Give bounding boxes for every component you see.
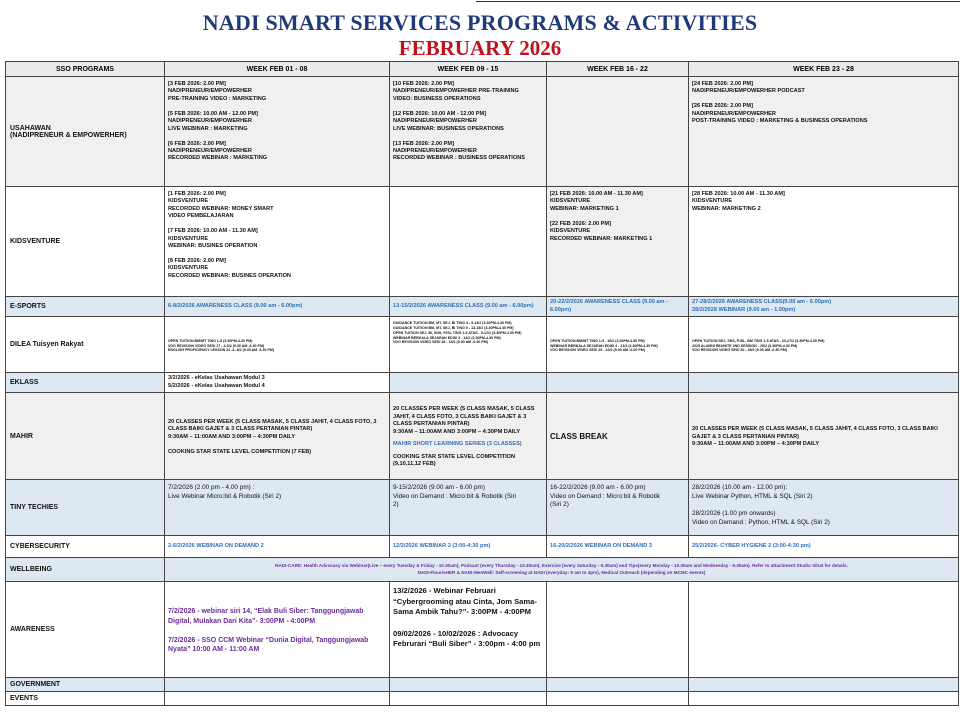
cell-tinytechies-week4: 28/2/2026 (10.00 am - 12.00 pm): Live Webinar Python, HTML & SQL (Siri 2) 28/2/2026 (1.00 pm onwards) Video on Demand : Python, HTML & SQL (Siri 2) bbox=[689, 480, 959, 536]
row-wellbeing bbox=[6, 558, 959, 582]
program-label-awareness: AWARENESS bbox=[6, 582, 165, 678]
program-label-wellbeing: WELLBEING bbox=[6, 558, 165, 582]
cell-usahawan-week2: [10 FEB 2026: 2.00 PM] NADIPRENEUR/EMPOWERHER PRE-TRAINING VIDEO: BUSINESS OPERATIONS [12 FEB 2026: 10.00 AM - 12.00 PM] NADIPRENEUR/EMPOWERHER LIVE WEBINAR: BUSINESS OPERATIONS [13 FEB 2026: 2.00 PM] NADIPRENEUR/EMPOWERHER RECORDED WEBINAR : BUSINESS OPERATIONS bbox=[390, 77, 547, 187]
col-header-week3: WEEK FEB 16 - 22 bbox=[547, 62, 689, 77]
cell-government-week2 bbox=[390, 678, 547, 692]
header-row bbox=[6, 62, 959, 77]
cell-eklass-week3 bbox=[547, 373, 689, 393]
row-dilea bbox=[6, 317, 959, 373]
cell-mahir-week2: 20 CLASSES PER WEEK (5 CLASS MASAK, 5 CLASS JAHIT, 4 CLASS FOTO, 3 CLASS BAIKI GAJET & 3 CLASS PERTANIAN PINTAR) 9:30AM – 11:00AM AND 3:00PM – 4:30PM DAILY MAHIR SHORT LEARNING SERIES (3 CLASSES) COOKING STAR STATE LEVEL COMPETITION (9,10,11,12 FEB) bbox=[390, 393, 547, 480]
row-usahawan bbox=[6, 77, 959, 187]
col-header-week2: WEEK FEB 09 - 15 bbox=[390, 62, 547, 77]
cell-cyber-week1: 2-6/2/2026 WEBINAR ON DEMAND 2 bbox=[165, 536, 390, 558]
cell-dilea-week3: OPEN TUITION BM/MT TING 1-5 - 16/2 (3.30PM-4.30 PM) WEBINAR BERKALA SEJARAH EDISI 4 - 21/2 (2.30PM-4.30 PM) VDO REVISION VIDEO SESI 29 - 22/2 (9.00 AM -6.00 PM) bbox=[547, 317, 689, 373]
cell-usahawan-week1: [3 FEB 2026: 2.00 PM] NADIPRENEUR/EMPOWERHER PRE-TRAINING VIDEO : MARKETING [5 FEB 2026: 10.00 AM - 12.00 PM] NADIPRENEUR/EMPOWERHER LIVE WEBINAR : MARKETING [6 FEB 2026: 2.00 PM] NADIPRENEUR/EMPOWERHER RECORDED WEBINAR : MARKETING bbox=[165, 77, 390, 187]
cell-usahawan-week4: [24 FEB 2026: 2.00 PM] NADIPRENEUR/EMPOWERHER PODCAST [26 FEB 2026: 2.00 PM] NADIPRENEUR/EMPOWERHER POST-TRAINING VIDEO : MARKETING & BUSINESS OPERATIONS bbox=[689, 77, 959, 187]
cell-mahir-week3: CLASS BREAK bbox=[547, 393, 689, 480]
cell-eklass-week4 bbox=[689, 373, 959, 393]
cell-wellbeing-note: NADI-CARE: Health Advocacy via Webinar(Live – every Tuesday & Friday - 10.30am), Podcast (every Thursday - 10.30am), Exercise (every Saturday - 9.30am) and Tips(every Monday - 10.30am and Wednesday - 9.30am). Refer to attachment Studio Sihat for details. NADI-FlourisHER & NADI-MenWell: Self-screening at NADI (everyday: 9 am to 4pm), Medical Outreach (depending on MCMC events) bbox=[165, 558, 959, 582]
cell-tinytechies-week3: 16-22/2/2026 (9.00 am - 6.00 pm) Video on Demand : Micro:bit & Robotik (Siri 2) bbox=[547, 480, 689, 536]
cell-dilea-week4: OPEN TUITION SEJ, SNS, P.ISL, BM TING 1-5 ATAS - 23-27/2 (3.30PM-4.30 PM) 2025 ALUMNI REUNITE 2ND SESSION - 25/2 (3.30PM-4.30 PM) VDO REVISION VIDEO SESI 30 - 28/2 (9.00 AM -6.30 PM) bbox=[689, 317, 959, 373]
program-label-kidsventure: KIDSVENTURE bbox=[6, 187, 165, 297]
cell-government-week3 bbox=[547, 678, 689, 692]
row-government bbox=[6, 678, 959, 692]
cell-events-week1 bbox=[165, 692, 390, 706]
cell-esports-week3: 20-22/2/2026 AWARENESS CLASS (9.00 am - 6.00pm) bbox=[547, 297, 689, 317]
cell-mahir-week1: 20 CLASSES PER WEEK (5 CLASS MASAK, 5 CLASS JAHIT, 4 CLASS FOTO, 3 CLASS BAIKI GAJET & 3 CLASS PERTANIAN PINTAR) 9:30AM – 11:00AM AND 3:00PM – 4:30PM DAILY COOKING STAR STATE LEVEL COMPETITION (7 FEB) bbox=[165, 393, 390, 480]
cell-cyber-week2: 12/2/2026 WEBINAR 3 (3:00-4:30 pm) bbox=[390, 536, 547, 558]
program-table bbox=[5, 61, 959, 706]
cell-tinytechies-week1: 7/2/2026 (2.00 pm - 4.00 pm) : Live Webinar Micro:bit & Robotik (Siri 2) bbox=[165, 480, 390, 536]
cell-events-week2 bbox=[390, 692, 547, 706]
program-label-events: EVENTS bbox=[6, 692, 165, 706]
row-tinytechies bbox=[6, 480, 959, 536]
col-header-week1: WEEK FEB 01 - 08 bbox=[165, 62, 390, 77]
row-events bbox=[6, 692, 959, 706]
cell-eklass-week2 bbox=[390, 373, 547, 393]
cell-awareness-week2: 13/2/2026 - Webinar Februari “Cybergrooming atau Cinta, Jom Sama-Sama Ambik Tahu?”- 3:00PM - 4:00PM 09/02/2026 - 10/02/2026 : Advocacy Februrari “Buli Siber” - 3:00pm - 4:00 pm bbox=[390, 582, 547, 678]
row-esports bbox=[6, 297, 959, 317]
program-label-government: GOVERNMENT bbox=[6, 678, 165, 692]
cell-awareness-week3 bbox=[547, 582, 689, 678]
cell-tinytechies-week2: 9-15/2/2026 (9.00 am - 6.00 pm) Video on Demand : Micro:bit & Robotik (Siri 2) bbox=[390, 480, 547, 536]
program-label-eklass: EKLASS bbox=[6, 373, 165, 393]
program-label-mahir: MAHIR bbox=[6, 393, 165, 480]
mahir-competition: COOKING STAR STATE LEVEL COMPETITION (9,10,11,12 FEB) bbox=[393, 453, 516, 468]
row-awareness bbox=[6, 582, 959, 678]
cell-cyber-week3: 16-20/2/2026 WEBINAR ON DEMAND 3 bbox=[547, 536, 689, 558]
col-header-week4: WEEK FEB 23 - 28 bbox=[689, 62, 959, 77]
cell-eklass-week1: 3/2/2026 - eKelas Usahawan Modul 3 5/2/2026 - eKelas Usahawan Modul 4 bbox=[165, 373, 390, 393]
col-header-programs: SSO PROGRAMS bbox=[6, 62, 165, 77]
cell-kidsventure-week2 bbox=[390, 187, 547, 297]
cell-awareness-week4 bbox=[689, 582, 959, 678]
cell-kidsventure-week1: [1 FEB 2026: 2.00 PM] KIDSVENTURE RECORDED WEBINAR: MONEY SMART VIDEO PEMBELAJARAN [7 FEB 2026: 10.00 AM - 11.30 AM] KIDSVENTURE WEBINAR: BUSINES OPERATION [8 FEB 2026: 2.00 PM] KIDSVENTURE RECORDED WEBINAR: BUSINES OPERATION bbox=[165, 187, 390, 297]
cell-esports-week2: 13-15/2/2026 AWARENESS CLASS (9.00 am - 6.00pm) bbox=[390, 297, 547, 317]
cell-esports-week1: 6-8/2/2026 AWARENESS CLASS (9.00 am - 6.00pm) bbox=[165, 297, 390, 317]
program-label-cybersecurity: CYBERSECURITY bbox=[6, 536, 165, 558]
program-label-tinytechies: TINY TECHIES bbox=[6, 480, 165, 536]
row-kidsventure bbox=[6, 187, 959, 297]
program-label-dilea: DILEA Tuisyen Rakyat bbox=[6, 317, 165, 373]
cell-government-week1 bbox=[165, 678, 390, 692]
page-month: FEBRUARY 2026 bbox=[398, 36, 562, 60]
row-cybersecurity bbox=[6, 536, 959, 558]
cell-kidsventure-week4: [28 FEB 2026: 10.00 AM - 11.30 AM] KIDSVENTURE WEBINAR: MARKETING 2 bbox=[689, 187, 959, 297]
cell-usahawan-week3 bbox=[547, 77, 689, 187]
cell-events-week4 bbox=[689, 692, 959, 706]
row-eklass bbox=[6, 373, 959, 393]
row-mahir bbox=[6, 393, 959, 480]
cell-cyber-week4: 25/2/2026- CYBER HYGIENE 2 (3:00-4:30 pm) bbox=[689, 536, 959, 558]
mahir-short-series: MAHIR SHORT LEARNING SERIES (3 CLASSES) bbox=[393, 441, 522, 448]
cell-government-week4 bbox=[689, 678, 959, 692]
program-label-usahawan: USAHAWAN (NADIPRENEUR & EMPOWERHER) bbox=[6, 77, 165, 187]
cell-dilea-week1: OPEN TUITION BM/MT TING 1-5 (3.30PM-4.30 PM) VDO REVISION VIDEO SESI 27 - 4-6/2 (9.30 AM -6.30 PM) ENGLISH PROFICIENCY LESSON 24 -4- 8/2 (9.00 AM -6.30 PM) bbox=[165, 317, 390, 373]
cell-dilea-week2: GUIDANCE TUITION BM, MT, SEJ, BI TING 4 - 9-13/2 (3.30PM-4.30 PM) GUIDANCE TUITION BM, MT, SEJ, BI TING 5 - 13-15/2 (3.30PM-4.30 PM) OPEN TUITION SEJ, BI, SNS, P.ISL TING 1-5 ATAS - 9-12/2 (3.30PM-4.30 PM) WEBINAR BERKALA SEJARAH EDISI 3 - 14/2 (2.30PM-4.30 PM) VDO REVISION VIDEO SESI 28 - 15/2 (9.00 AM -6.30 PM) bbox=[390, 317, 547, 373]
cell-awareness-week1: 7/2/2026 - webinar siri 14, “Elak Buli Siber: Tanggungjawab Digital, Mulakan Dari Kita”- 3:00PM - 4:00PM 7/2/2026 - SSO CCM Webinar “Dunia Digital, Tanggungjawab Nyata” 10:00 AM - 11:00 AM bbox=[165, 582, 390, 678]
program-label-esports: E-SPORTS bbox=[6, 297, 165, 317]
cell-mahir-week4: 20 CLASSES PER WEEK (5 CLASS MASAK, 5 CLASS JAHIT, 4 CLASS FOTO, 3 CLASS BAIKI GAJET & 3 CLASS PERTANIAN PINTAR) 9:30AM – 11:00AM AND 3:00PM – 4:30PM DAILY bbox=[689, 393, 959, 480]
cell-events-week3 bbox=[547, 692, 689, 706]
cell-kidsventure-week3: [21 FEB 2026: 10.00 AM - 11.30 AM] KIDSVENTURE WEBINAR: MARKETING 1 [22 FEB 2026: 2.00 PM] KIDSVENTURE RECORDED WEBINAR: MARKETING 1 bbox=[547, 187, 689, 297]
page-title: NADI SMART SERVICES PROGRAMS & ACTIVITIES bbox=[202, 10, 758, 35]
top-rule bbox=[476, 1, 960, 2]
cell-esports-week4: 27-28/2/2026 AWARENESS CLASS(9.00 am - 6.00pm) 28/2/2028 WEBINAR (9.00 am - 1.00pm) bbox=[689, 297, 959, 317]
